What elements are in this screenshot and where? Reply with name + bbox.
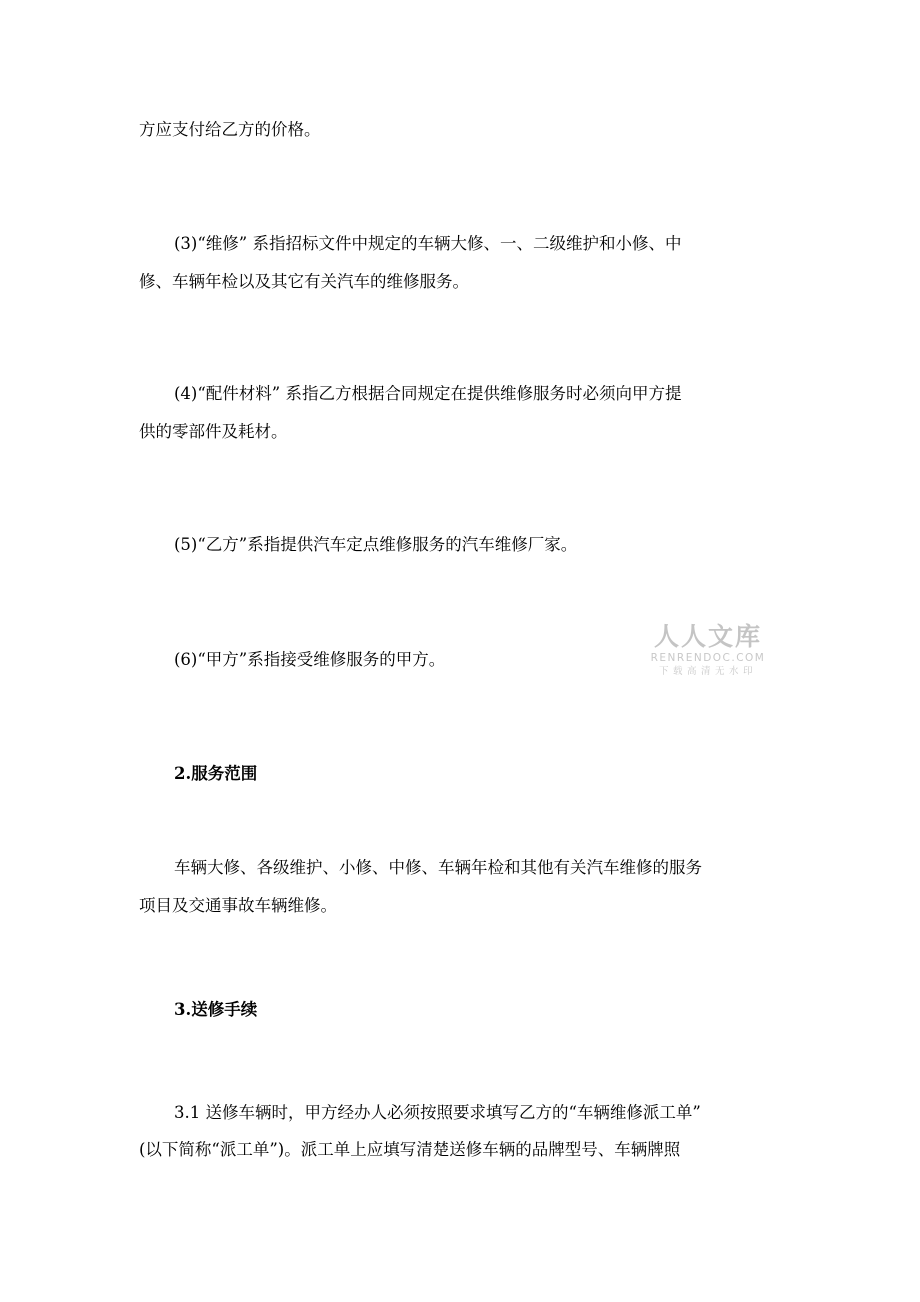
procedure-3-1-line-2: (以下简称“派工单”)。派工单上应填写清楚送修车辆的品牌型号、车辆牌照	[139, 1140, 681, 1159]
heading-service-scope: 2.服务范围	[174, 764, 258, 783]
paragraph-line-1: 方应支付给乙方的价格。	[139, 120, 321, 139]
watermark-title: 人人文库	[653, 622, 762, 651]
definition-3-line-2: 修、车辆年检以及其它有关汽车的维修服务。	[139, 272, 469, 291]
procedure-3-1-line-1: 3.1 送修车辆时，甲方经办人必须按照要求填写乙方的“车辆维修派工单”	[174, 1103, 701, 1122]
definition-5: (5)“乙方”系指提供汽车定点维修服务的汽车维修厂家。	[174, 535, 578, 554]
definition-3-line-1: (3)“维修” 系指招标文件中规定的车辆大修、一、二级维护和小修、中	[174, 234, 682, 253]
watermark-tagline: 下载高清无水印	[658, 666, 757, 677]
watermark	[640, 622, 776, 678]
service-scope-line-2: 项目及交通事故车辆维修。	[139, 896, 337, 915]
definition-6: (6)“甲方”系指接受维修服务的甲方。	[174, 650, 446, 669]
heading-repair-procedure: 3.送修手续	[174, 1000, 258, 1019]
definition-4-line-1: (4)“配件材料” 系指乙方根据合同规定在提供维修服务时必须向甲方提	[174, 384, 682, 403]
service-scope-line-1: 车辆大修、各级维护、小修、中修、车辆年检和其他有关汽车维修的服务	[174, 858, 702, 877]
watermark-domain: RENRENDOC.COM	[650, 652, 766, 664]
definition-4-line-2: 供的零部件及耗材。	[139, 422, 288, 441]
